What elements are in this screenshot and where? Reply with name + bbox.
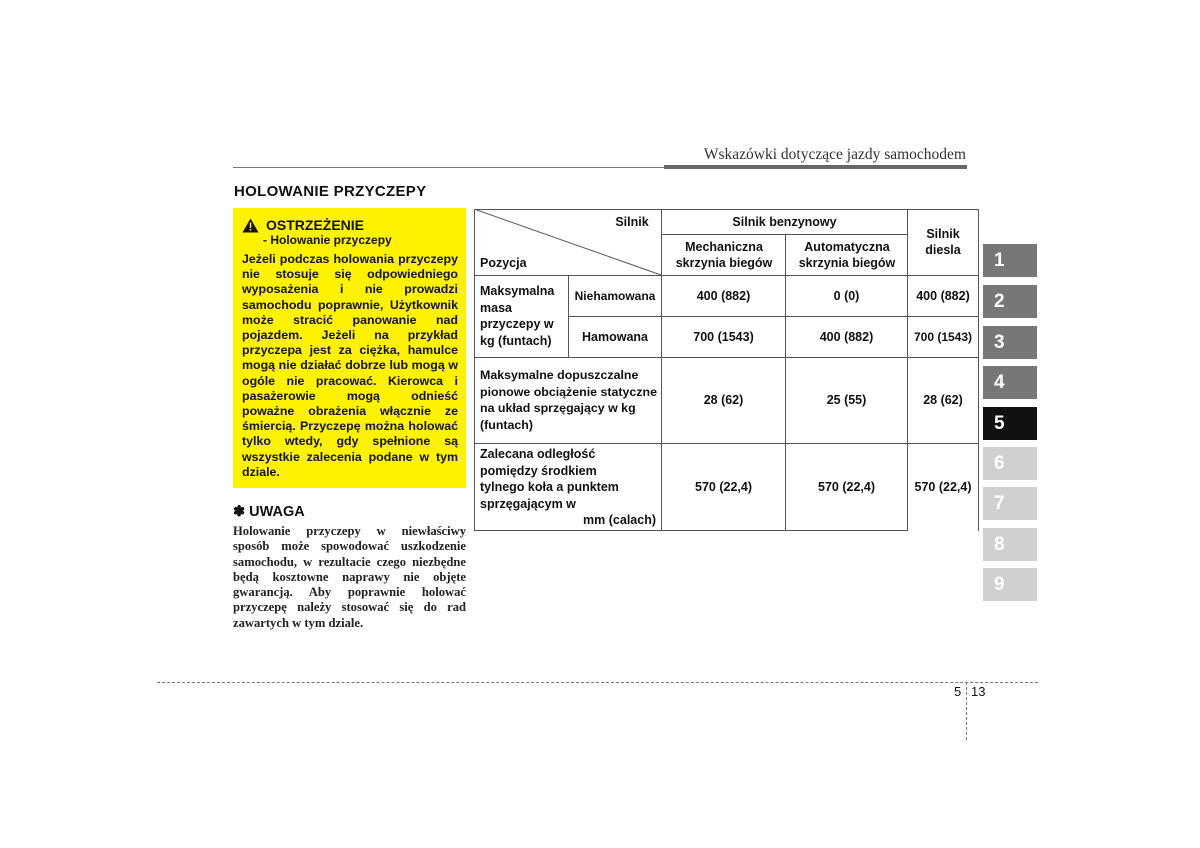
manual-gearbox-header: Mechaniczna skrzynia biegów xyxy=(675,239,773,270)
distance-label xyxy=(480,446,660,529)
footer-rule xyxy=(157,682,1038,683)
header-rule xyxy=(233,167,664,168)
running-header: Wskazówki dotyczące jazdy samochodem xyxy=(703,146,966,163)
chapter-tab-9[interactable]: 9 xyxy=(983,568,1037,601)
braked-auto-value: 400 (882) xyxy=(819,329,874,344)
trailer-spec-table xyxy=(474,209,979,531)
chapter-tab-1[interactable]: 1 xyxy=(983,244,1037,277)
chapter-number: 5 xyxy=(954,684,962,699)
unbraked-label: Niehamowana xyxy=(574,288,656,303)
chapter-tab-5[interactable]: 5 xyxy=(983,407,1037,440)
warning-text: Jeżeli podczas holowania przyczepy nie stosuje się odpowiedniego wyposażenia i nie prowadzi samochodu poprawnie, Użytkownik może stracić panowanie nad pojazdem. Jeżeli na przykład przyczepa jest za ciężka, hamulce mogą nie działać dobrze lub mogą w ogóle nie pracować. Kierowca i pasażerowie mogą odnieść poważne obrażenia włącznie ze śmiercią. Przyczepę można holować tylko wtedy, gdy spełnione są wszystkie zalecenia podane w tym dziale. xyxy=(242,252,458,479)
distance-label-main: Zalecana odległość pomiędzy środkiem tylnego koła a punktem sprzęgającym w xyxy=(480,447,619,511)
distance-diesel-value: 570 (22,4) xyxy=(914,479,972,494)
auto-gearbox-header: Automatyczna skrzynia biegów xyxy=(798,239,896,270)
max-mass-label: Maksymalna masa przyczepy w kg (funtach) xyxy=(480,284,555,348)
warning-box xyxy=(233,208,466,488)
corner-position-label: Pozycja xyxy=(480,255,527,270)
static-load-manual-value: 28 (62) xyxy=(703,393,744,408)
distance-manual-value: 570 (22,4) xyxy=(695,479,752,494)
chapter-tab-8[interactable]: 8 xyxy=(983,528,1037,561)
note-title: ✽ UWAGA xyxy=(233,504,305,520)
page-number: 13 xyxy=(971,684,986,699)
section-title: HOLOWANIE PRZYCZEPY xyxy=(234,183,427,200)
chapter-tab-3[interactable]: 3 xyxy=(983,326,1037,359)
unbraked-diesel-value: 400 (882) xyxy=(916,288,970,303)
braked-diesel-value: 700 (1543) xyxy=(913,329,973,344)
diesel-engine-header: Silnik diesla xyxy=(925,226,961,257)
header-bar xyxy=(664,165,967,169)
warning-subtitle: - Holowanie przyczepy xyxy=(263,233,392,247)
unbraked-manual-value: 400 (882) xyxy=(696,288,751,303)
footer-divider xyxy=(966,682,967,740)
chapter-tab-6[interactable]: 6 xyxy=(983,447,1037,480)
static-load-auto-value: 25 (55) xyxy=(826,393,867,408)
chapter-tab-2[interactable]: 2 xyxy=(983,285,1037,318)
warning-heading xyxy=(242,217,458,233)
warning-triangle-icon xyxy=(242,218,259,233)
chapter-tab-4[interactable]: 4 xyxy=(983,366,1037,399)
distance-auto-value: 570 (22,4) xyxy=(818,479,875,494)
static-load-label: Maksymalne dopuszczalne pionowe obciążenie statyczne na układ sprzęgający w kg (funtach) xyxy=(480,368,657,432)
chapter-tab-7[interactable]: 7 xyxy=(983,487,1037,520)
warning-title: OSTRZEŻENIE xyxy=(266,217,365,233)
petrol-engine-header: Silnik benzynowy xyxy=(732,214,837,229)
braked-manual-value: 700 (1543) xyxy=(693,329,754,344)
unbraked-auto-value: 0 (0) xyxy=(833,288,860,303)
distance-label-unit: mm (calach) xyxy=(583,513,656,527)
corner-engine-label: Silnik xyxy=(615,214,649,229)
note-text: Holowanie przyczepy w niewłaściwy sposób może spowodować uszkodzenie samochodu, w rezultacie czego niezbędne będą kosztowne naprawy nie objęte gwarancją. Aby poprawnie holować przyczepę należy stosować się do rad zawartych w tym dziale. xyxy=(233,524,466,630)
braked-label: Hamowana xyxy=(582,329,648,344)
static-load-diesel-value: 28 (62) xyxy=(923,393,963,408)
